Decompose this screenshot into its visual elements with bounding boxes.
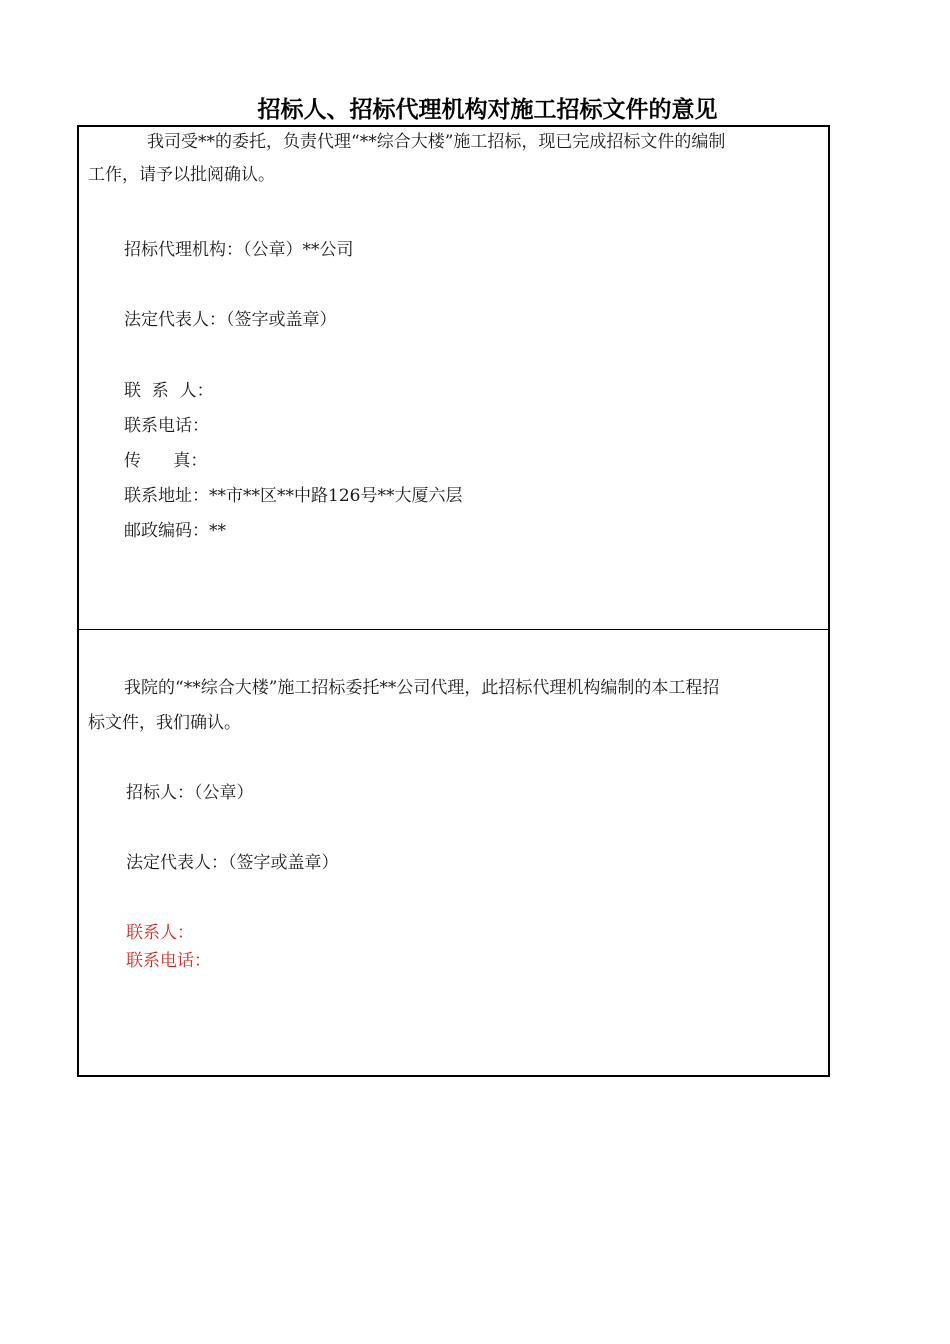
agency-legal-rep-field: 法定代表人：（签字或盖章） <box>124 310 337 330</box>
agency-name-field: 招标代理机构：（公章）**公司 <box>124 240 354 260</box>
tenderer-name-field: 招标人：（公章） <box>126 783 254 803</box>
agency-address-field: 联系地址：**市**区**中路126号**大厦六层 <box>124 486 463 506</box>
tenderer-intro-line1: 我院的“**综合大楼”施工招标委托**公司代理，此招标代理机构编制的本工程招 <box>124 678 720 698</box>
agency-phone-field: 联系电话： <box>124 416 209 436</box>
tenderer-legal-rep-field: 法定代表人：（签字或盖章） <box>126 853 339 873</box>
agency-intro-line2: 工作，请予以批阅确认。 <box>88 165 275 185</box>
tenderer-phone-field: 联系电话： <box>126 951 211 971</box>
agency-postcode-field: 邮政编码：** <box>124 521 226 541</box>
agency-intro-line1: 我司受**的委托，负责代理“**综合大楼”施工招标，现已完成招标文件的编制 <box>147 132 726 152</box>
section-divider <box>79 629 828 630</box>
agency-contact-person-field: 联 系 人： <box>124 381 214 401</box>
opinion-table <box>77 125 830 1077</box>
document-title: 招标人、招标代理机构对施工招标文件的意见 <box>257 97 718 123</box>
tenderer-contact-person-field: 联系人： <box>126 923 194 943</box>
agency-fax-field: 传 真： <box>124 451 208 471</box>
tenderer-intro-line2: 标文件，我们确认。 <box>88 713 241 733</box>
